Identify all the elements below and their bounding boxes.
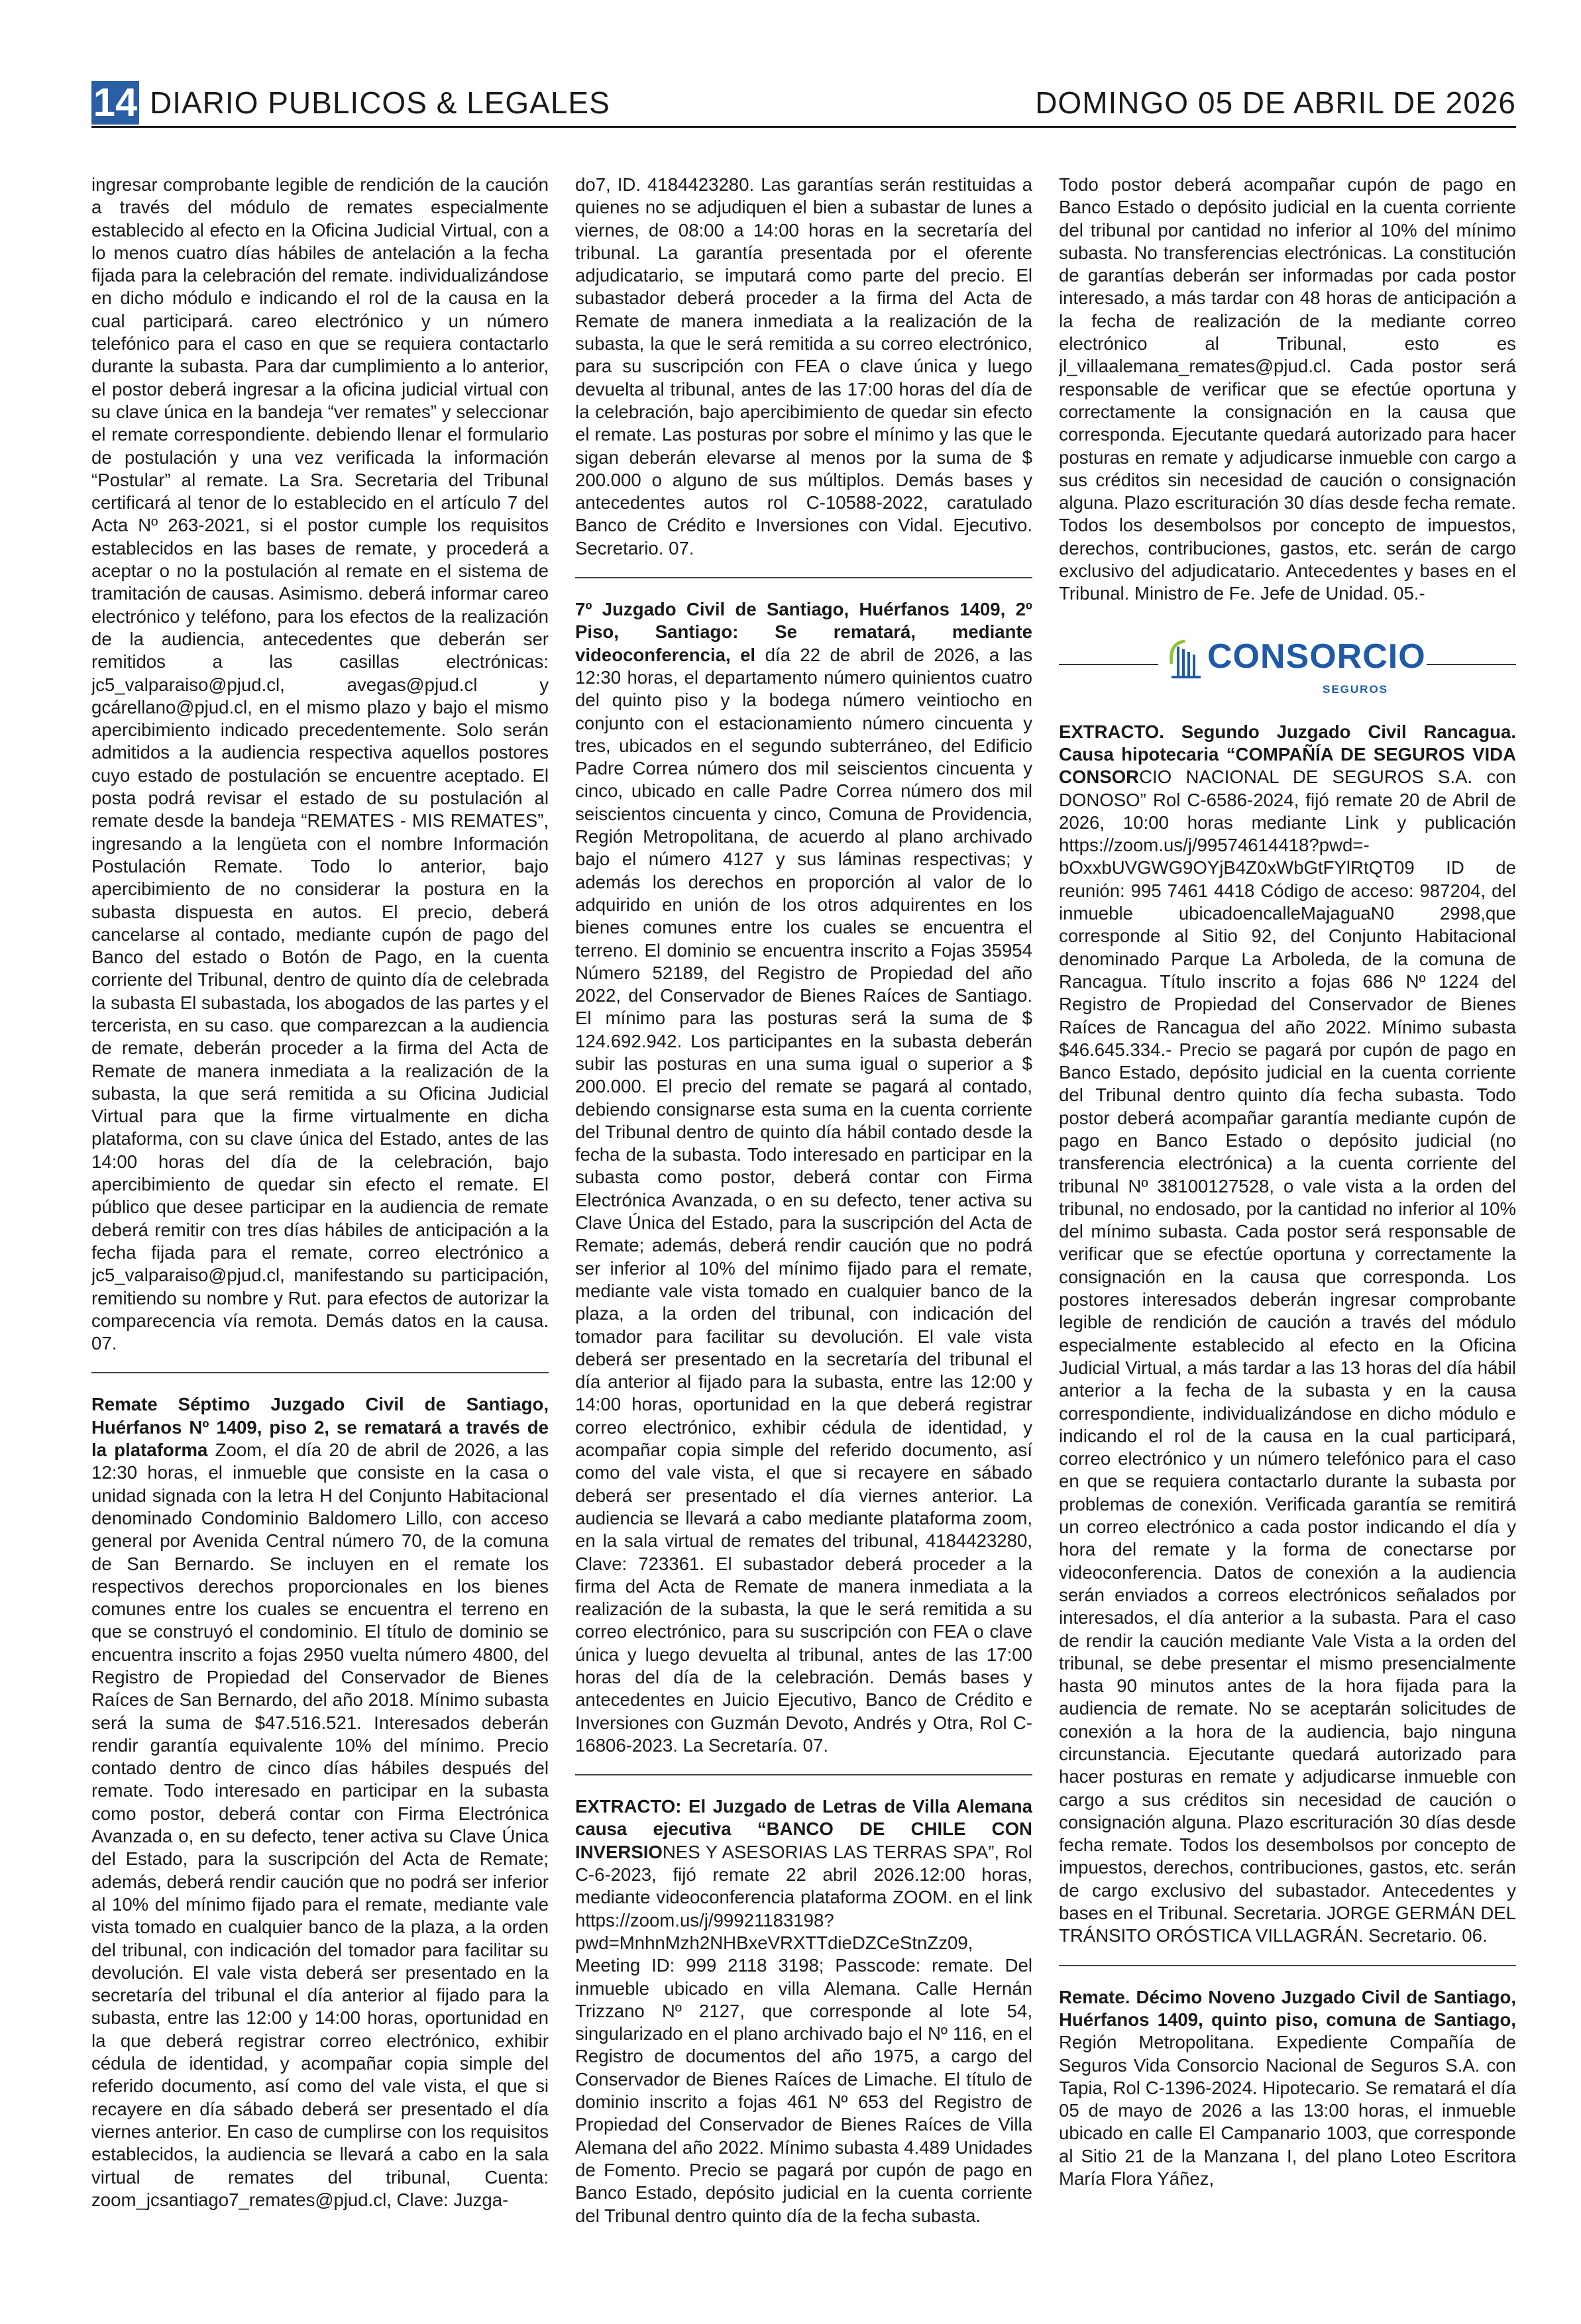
logo-rule-right [1427,664,1516,665]
notice-body: CIO NACIONAL DE SEGUROS S.A. con DONOSO” Rol C-6586-2024, fijó remate 20 de Abril de 2026, 10:00 horas mediante Link y publicación https://zoom.us/j/99574614418?pwd=-bOxxbUVGWG9OYjB4Z0xWbGtFYlRtQT09 ID de reunión: 995 7461 4418 Código de acceso: 987204, del inmueble ubicadoencalleMajaguaN0 2998,que corresponde al Sitio 92, del Conjunto Habitacional denominado Parque La Arboleda, de la comuna de Rancagua. Título inscrito a fojas 686 Nº 1224 del Registro de Propiedad del Conservador de Bienes Raíces de Rancagua del año 2022. Mínimo subasta $46.645.334.- Precio se pagará por cupón de pago en Banco Estado, depósito judicial en la cuenta corriente del Tribunal dentro quinto día fecha subasta. Todo postor deberá acompañar garantía mediante cupón de pago en Banco Estado o depósito judicial (no transferencia electrónica) a la cuenta corriente del tribunal Nº 38100127528, o vale vista a la orden del tribunal, no endosado, por la cantidad no inferior al 10% del mínimo subasta. Cada postor será responsable de verificar que se efectúe oportuna y correctamente la consignación en la causa que corresponda. Los postores interesados deberán ingresar comprobante legible de rendición de caución a través del módulo especialmente establecido al efecto en la Oficina Judicial Virtual, a más tardar a las 13 horas del día hábil anterior a la fecha de la subasta y en la causa correspondiente, individualizándose en dicho módulo e indicando el rol de la causa en la cual participará, correo electrónico y un número telefónico para el caso en que se requiera contactarlo durante la subasta por problemas de conexión. Verificada garantía se remitirá un correo electrónico a cada postor indicando el día y hora del remate y la forma de conectarse por videoconferencia. Datos de conexión a la audiencia serán enviados a correos electrónicos señalados por interesados, el día anterior a la subasta. Para el caso de rendir la caución mediante Vale Vista a la orden del tribunal, se debe presentar el mismo presencialmente hasta 90 minutos antes de la hora fijada para la audiencia de remate. No se aceptarán solicitudes de conexión a la hora de la audiencia, bajo ninguna circunstancia. Ejecutante quedará autorizado para hacer posturas en remate y adjudicarse inmueble con cargo a sus créditos sin necesidad de caución o consignación alguna. Plazo escrituración 30 días desde fecha remate. Todos los desembolsos por concepto de impuestos, derechos, contribuciones, gastos, etc. serán de cargo exclusivo del subastador. Antecedentes y bases en el Tribunal. Secretaria. JORGE GERMÁN DEL TRÁNSITO ORÓSTICA VILLAGRÁN. Secretario. 06. [1059,766,1516,1946]
page-number: 14 [91,81,139,125]
notice-continuation: ingresar comprobante legible de rendición de la caución a través del módulo de remates especialmente establecido al efecto en la Oficina Judicial Virtual, con a lo menos cuatro días hábiles de antelación a la fecha fijada para la celebración del remate. individualizándose en dicho módulo e indicando el rol de la causa en la cual participará. careo electrónico y un número telefónico para el caso en que se requiera contactarlo durante la subasta. Para dar cumplimiento a lo anterior, el postor deberá ingresar a la oficina judicial virtual con su clave única en la bandeja “ver remates” y seleccionar el remate correspondiente. debiendo llenar el formulario de postulación y una vez verificada la información “Postular” al remate. La Sra. Secretaria del Tribunal certificará al tenor de lo establecido en el artículo 7 del Acta Nº 263-2021, si el postor cumple los requisitos establecidos en las bases de remate, y procederá a aceptar o no la postulación al remate en el sistema de tramitación de causas. Asimismo. deberá informar careo electrónico y teléfono, para los efectos de la realización de la audiencia, antecedentes que deberán ser remitidos a las casillas electrónicas: jc5_valparaiso@pjud.cl, avegas@pjud.cl y gcárellano@pjud.cl, en el mismo plazo y bajo el mismo apercibimiento indicado precedentemente. Solo serán admitidos a la audiencia respectiva aquellos postores cuyo estado de postulación se encuentre aceptado. El posta podrá revisar el estado de su postulación al remate desde la bandeja “REMATES - MIS REMATES”, ingresando a la lengüeta con el nombre Información Postulación Remate. Todo lo anterior, bajo apercibimiento de no considerar la postura en la subasta dispuesta en autos. El precio, deberá cancelarse al contado, mediante cupón de pago del Banco del estado o Botón de Pago, en la cuenta corriente del Tribunal, dentro de quinto día de celebrada la subasta El subastada, los abogados de las partes y el tercerista, en su caso. que comparezcan a la audiencia de remate, deberán proceder a la firma del Acta de Remate de manera inmediata a la realización de la subasta, la que será remitida a su Oficina Judicial Virtual para que la firme virtualmente en dicha plataforma, con su clave única del Estado, antes de las 14:00 horas del día de la celebración, bajo apercibimiento de quedar sin efecto el remate. El público que desee participar en la audiencia de remate deberá remitir con tres días hábiles de anticipación a la fecha fijada para el remate, correo electrónico a jc5_valparaiso@pjud.cl, manifestando su participación, remitiendo su nombre y Rut. para efectos de autorizar la comparecencia vía remota. Demás datos en la causa. 07. [91,174,549,1354]
notice-heading: EXTRACTO: El Juzgado de Letras de Villa Alemana causa ejecutiva “BANCO DE CHILE CON INVERSIO [575,1796,1032,1862]
publication-name: DIARIO PUBLICOS & LEGALES [150,85,610,120]
notice-body: Región Metropolitana. Expediente Compañía de Seguros Vida Consorcio Nacional de Seguros S.A. con Tapia, Rol C-1396-2024. Hipotecario. Se rematará el día 05 de mayo de 2026 a las 13:00 horas, el inmueble ubicado en calle El Campanario 1003, que corresponde al Sitio 21 de la Manzana I, del plano Loteo Escritora María Flora Yáñez, [1059,2032,1516,2190]
logo-rule-left [1059,664,1158,665]
notice-heading: Remate. Décimo Noveno Juzgado Civil de Santiago, Huérfanos 1409, quinto piso, comuna de Santiago, [1059,1986,1516,2030]
notice-continuation: Todo postor deberá acompañar cupón de pago en Banco Estado o depósito judicial en la cuenta corriente del tribunal por cantidad no inferior al 10% del mínimo subasta. No transferencias electrónicas. La constitución de garantías deberán ser informadas por cada postor interesado, a más tardar con 48 horas de anticipación a la fecha de realización de la mediante correo electrónico al Tribunal, esto es jl_villaalemana_remates@pjud.cl. Cada postor será responsable de verificar que se efectúe oportuna y correctamente la consignación en la causa que corresponda. Ejecutante quedará autorizado para hacer posturas en remate y adjudicarse inmueble con cargo a sus créditos sin necesidad de caución o consignación alguna. Plazo escrituración 30 días desde fecha remate. Todos los desembolsos por concepto de impuestos, derechos, contribuciones, gastos, etc. serán de cargo exclusivo del adjudicatario. Antecedentes y bases en el Tribunal. Ministro de Fe. Jefe de Unidad. 05.- [1059,174,1516,604]
publication-date: DOMINGO 05 DE ABRIL DE 2026 [1035,85,1516,120]
notice-remate-septimo-juzgado [91,1393,549,2211]
column-3 [1059,174,1516,2294]
consorcio-mark-icon [1165,637,1202,681]
notice-body: Zoom, el día 20 de abril de 2026, a las 12:30 horas, el inmueble que consiste en la casa o unidad signada con la letra H del Conjunto Habitacional denominado Condominio Baldomero Lillo, con acceso general por Avenida Central número 70, de la comuna de San Bernardo. Se incluyen en el remate los respectivos derechos proporcionales en los bienes comunes entre los cuales se encuentra el terreno en que se construyó el condominio. El título de dominio se encuentra inscrito a fojas 2950 vuelta número 4800, del Registro de Propiedad del Conservador de Bienes Raíces de San Bernardo, del año 2018. Mínimo subasta será la suma de $47.516.521. Interesados deberán rendir garantía equivalente 10% del mínimo. Precio contado dentro de cinco días hábiles después del remate. Todo interesado en participar en la subasta como postor, deberá contar con Firma Electrónica Avanzada o, en su defecto, tener activa su Clave Única del Estado, para la suscripción del Acta de Remate; además, deberá rendir caución que no podrá ser inferior al 10% del mínimo fijado para el remate, mediante vale vista tomado en cualquier banco de la plaza, a la orden del tribunal, con indicación del tomador para facilitar su devolución. El vale vista deberá ser presentado en la secretaría del tribunal el día anterior al fijado para la subasta, entre las 12:00 y 14:00 horas, oportunidad en la que deberá registrar correo electrónico, exhibir cédula de identidad, y acompañar copia simple del referido documento, así como del vale vista, el que si recayere en día sábado deberá ser presentado el día viernes anterior. En caso de cumplirse con los requisitos establecidos, la audiencia se llevará a cabo en la sala virtual de remates del tribunal, Cuenta: zoom_jcsantiago7_remates@pjud.cl, Clave: Juzga- [91,1440,549,2210]
notice-continuation: do7, ID. 4184423280. Las garantías serán restituidas a quienes no se adjudiquen el bien a subastar de lunes a viernes, de 08:00 a 14:00 horas en la secretaría del tribunal. La garantía presentada por el oferente adjudicatario, se imputará como parte del precio. El subastador deberá proceder a la firma del Acta de Remate de manera inmediata a la realización de la subasta, la que le será remitida a su correo electrónico, para su suscripción con FEA o clave única y luego devuelta al tribunal, antes de las 17:00 horas del día de la celebración, bajo apercibimiento de quedar sin efecto el remate. Las posturas por sobre el mínimo y las que le sigan deberán elevarse al menos por la suma de $ 200.000 o alguno de sus múltiplos. Demás bases y antecedentes autos rol C-10588-2022, caratulado Banco de Crédito e Inversiones con Vidal. Ejecutivo. Secretario. 07. [575,174,1032,558]
notice-7-juzgado-civil [575,598,1032,1757]
notice-heading: EXTRACTO. Segundo Juzgado Civil Rancagua. Causa hipotecaria “COMPAÑÍA DE SEGUROS VIDA CONSOR [1059,721,1516,788]
logo-tagline: SEGUROS [1323,682,1389,696]
notice-divider [1059,1965,1516,1966]
column-2 [575,174,1032,2294]
header-rule [91,126,1516,128]
notice-body: día 22 de abril de 2026, a las 12:30 horas, el departamento número quinientos cuatro del quinto piso y la bodega número veintiocho en conjunto con el estacionamiento número cincuenta y tres, ubicados en el segundo subterráneo, del Edificio Padre Correa número dos mil seiscientos cincuenta y cinco, ubicado en calle Padre Correa número dos mil seiscientos cincuenta y cinco, Comuna de Providencia, Región Metropolitana, de acuerdo al plano archivado bajo el número 4127 y sus láminas respectivas; y además los derechos en proporción al valor de lo adquirido en unión de los otros adquirentes en los bienes comunes entre los cuales se encuentra el terreno. El dominio se encuentra inscrito a Fojas 35954 Número 52189, del Registro de Propiedad del año 2022, del Conservador de Bienes Raíces de Santiago. El mínimo para las posturas será la suma de $ 124.692.942. Los participantes en la subasta deberán subir las posturas en una suma igual o superior a $ 200.000. El precio del remate se pagará al contado, debiendo consignarse esta suma en la cuenta corriente del Tribunal dentro de quinto día hábil contado desde la fecha de la subasta. Todo interesado en participar en la subasta como postor, deberá contar con Firma Electrónica Avanzada, o en su defecto, tener activa su Clave Única del Estado, para la suscripción del Acta de Remate; además, deberá rendir caución que no podrá ser inferior al 10% del mínimo fijado para el remate, mediante vale vista tomado en cualquier banco de la plaza, a la orden del tribunal, con indicación del tomador para facilitar su devolución. El vale vista deberá ser presentado en la secretaría del tribunal el día anterior al fijado para la subasta, entre las 12:00 y 14:00 horas, oportunidad en la que deberá registrar correo electrónico, exhibir cédula de identidad, y acompañar copia simple del referido documento, así como del vale vista, el que si recayere en sábado deberá ser presentado el día viernes anterior. La audiencia se llevará a cabo mediante plataforma zoom, en la sala virtual de remates del tribunal, 4184423280, Clave: 723361. El subastador deberá proceder a la firma del Acta de Remate de manera inmediata a la realización de la subasta, la que le será remitida a su correo electrónico, para su suscripción con FEA o clave única y luego devuelta al tribunal, antes de las 17:00 horas del día de la celebración. Demás bases y antecedentes en Juicio Ejecutivo, Banco de Crédito e Inversiones con Guzmán Devoto, Andrés y Otra, Rol C-16806-2023. La Secretaría. 07. [575,644,1032,1756]
notice-heading: 7º Juzgado Civil de Santiago, Huérfanos 1409, 2º Piso, Santiago: Se rematará, mediante videoconferencia, el [575,599,1032,665]
logo-wordmark: CONSORCIO [1207,637,1426,676]
notice-decimo-noveno-juzgado [1059,1986,1516,2191]
notice-extracto-rancagua [1059,721,1516,1948]
notice-divider [575,577,1032,578]
notice-divider [575,1774,1032,1775]
notice-body: NES Y ASESORIAS LAS TERRAS SPA”, Rol C-6-2023, fijó remate 22 abril 2026.12:00 horas, mediante videoconferencia plataforma ZOOM. en el link https://zoom.us/j/99921183198?pwd=MnhnMzh2NHBxeVRXTTdieDZCeStnZz09, Meeting ID: 999 2118 3198; Passcode: remate. Del inmueble ubicado en villa Alemana. Calle Hernán Trizzano Nº 2127, que corresponde al lote 54, singularizado en el plano archivado bajo el Nº 116, en el Registro de documentos del año 1975, a cargo del Conservador de Bienes Raíces de Limache. El título de dominio inscrito a fojas 461 Nº 653 del Registro de Propiedad del Conservador de Bienes Raíces de Villa Alemana del año 2022. Mínimo subasta 4.489 Unidades de Fomento. Precio se pagará por cupón de pago en Banco Estado, depósito judicial en la cuenta corriente del Tribunal dentro quinto día de la fecha subasta. [575,1841,1032,2226]
page-header [91,81,1516,125]
consorcio-logo-banner [1059,635,1516,696]
notice-heading: Remate Séptimo Juzgado Civil de Santiago, Huérfanos Nº 1409, piso 2, se rematará a través de la plataforma [91,1394,549,1461]
column-1 [91,174,549,2294]
notice-extracto-villa-alemana [575,1795,1032,2227]
notice-divider [91,1372,549,1373]
consorcio-logo [1165,635,1427,696]
